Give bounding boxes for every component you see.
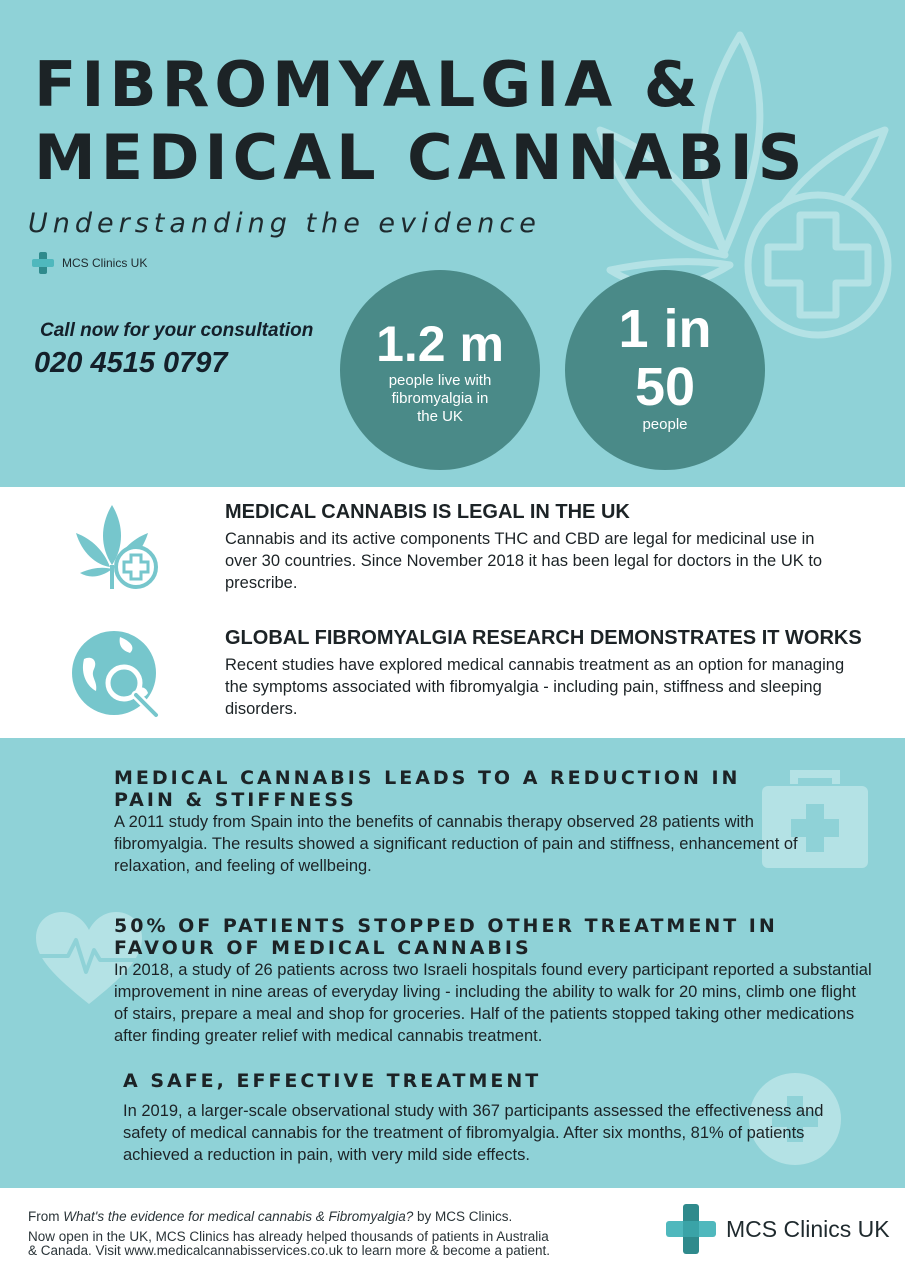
finding-body: In 2019, a larger-scale observational study with 367 participants assessed the effectiveness and safety of medical cannabis for the treatment of fibromyalgia. After six months, 81% of patients achieved a reduction in pain, with very mild side effects. xyxy=(123,1102,824,1164)
title-line-2: MEDICAL CANNABIS xyxy=(34,121,808,194)
footer-line: Now open in the UK, MCS Clinics has already helped thousands of patients in Australia xyxy=(28,1229,549,1244)
stat-text-line: the UK xyxy=(417,408,463,425)
section-heading: GLOBAL FIBROMYALGIA RESEARCH DEMONSTRATES IT WORKS xyxy=(225,627,862,649)
page-title xyxy=(34,48,874,194)
brand-name: MCS Clinics UK xyxy=(726,1215,890,1242)
title-line-1: FIBROMYALGIA & xyxy=(34,48,703,121)
footer-source-suffix: by MCS Clinics. xyxy=(413,1209,513,1224)
finding-pain xyxy=(114,767,834,877)
finding-heading-line: FAVOUR OF MEDICAL CANNABIS xyxy=(114,937,532,959)
stat-text-line: people live with xyxy=(388,372,492,389)
finding-heading xyxy=(114,767,834,811)
stat-value-line: 50 xyxy=(634,357,696,417)
globe-magnifier-icon xyxy=(70,629,164,723)
phone-number[interactable]: 020 4515 0797 xyxy=(34,347,228,379)
footer-source-title: What's the evidence for medical cannabis & Fibromyalgia? xyxy=(63,1209,414,1224)
footer xyxy=(0,1188,905,1280)
footer-line[interactable]: & Canada. Visit www.medicalcannabisservices.co.uk to learn more & become a patient. xyxy=(28,1243,551,1258)
mcs-cross-logo-icon xyxy=(30,250,56,276)
finding-heading-line: MEDICAL CANNABIS LEADS TO A REDUCTION IN xyxy=(114,767,741,789)
brand-logo-large xyxy=(664,1202,890,1256)
finding-heading: A SAFE, EFFECTIVE TREATMENT xyxy=(123,1070,542,1092)
section-body: Recent studies have explored medical cannabis treatment as an option for managing the symptoms associated with fibromyalgia - including pain, stiffness and sleeping disorders. xyxy=(225,656,845,718)
brand-logo-small xyxy=(30,250,147,276)
cannabis-leaf-cross-icon xyxy=(72,503,160,591)
page-subtitle: Understanding the evidence xyxy=(28,208,541,239)
stat-text: people xyxy=(642,416,688,433)
findings-section xyxy=(0,738,905,1188)
legal-block xyxy=(225,501,865,594)
finding-heading xyxy=(114,915,874,959)
finding-treatment-switch xyxy=(114,915,874,1047)
stat-value: 1.2 m xyxy=(376,316,504,372)
hero-banner xyxy=(0,0,905,487)
stat-text-line: fibromyalgia in xyxy=(391,390,489,407)
footer-source xyxy=(28,1210,512,1224)
stat-circle-ratio xyxy=(565,270,765,470)
stat-circle-uk-population xyxy=(340,270,540,470)
section-body: Cannabis and its active components THC and CBD are legal for medicinal use in over 30 countries. Since November 2018 it has been legal for doctors in the UK to prescribe. xyxy=(225,530,823,592)
section-heading: MEDICAL CANNABIS IS LEGAL IN THE UK xyxy=(225,501,630,523)
mcs-cross-logo-icon xyxy=(664,1202,718,1256)
finding-safe-treatment xyxy=(123,1070,863,1166)
finding-body: A 2011 study from Spain into the benefits of cannabis therapy observed 28 patients with fibromyalgia. The results showed a significant reduction of pain and stiffness, enhancement of relaxation, and feeling of wellbeing. xyxy=(114,813,798,875)
finding-heading-line: 50% OF PATIENTS STOPPED OTHER TREATMENT IN xyxy=(114,915,778,937)
stat-value-line: 1 in xyxy=(618,299,712,359)
footer-source-prefix: From xyxy=(28,1209,64,1224)
research-block xyxy=(225,627,875,720)
facts-section xyxy=(0,487,905,738)
brand-name: MCS Clinics UK xyxy=(62,256,148,270)
call-label: Call now for your consultation xyxy=(40,320,314,341)
finding-body: In 2018, a study of 26 patients across two Israeli hospitals found every participant reported a substantial improvement in nine areas of everyday living - including the ability to walk for 20 mins, climb one flight of stairs, prepare a meal and shop for groceries. Half of the patients stopped taking other medications after finding greater relief with medical cannabis treatment. xyxy=(114,961,872,1045)
finding-heading-line: PAIN & STIFFNESS xyxy=(114,789,357,811)
